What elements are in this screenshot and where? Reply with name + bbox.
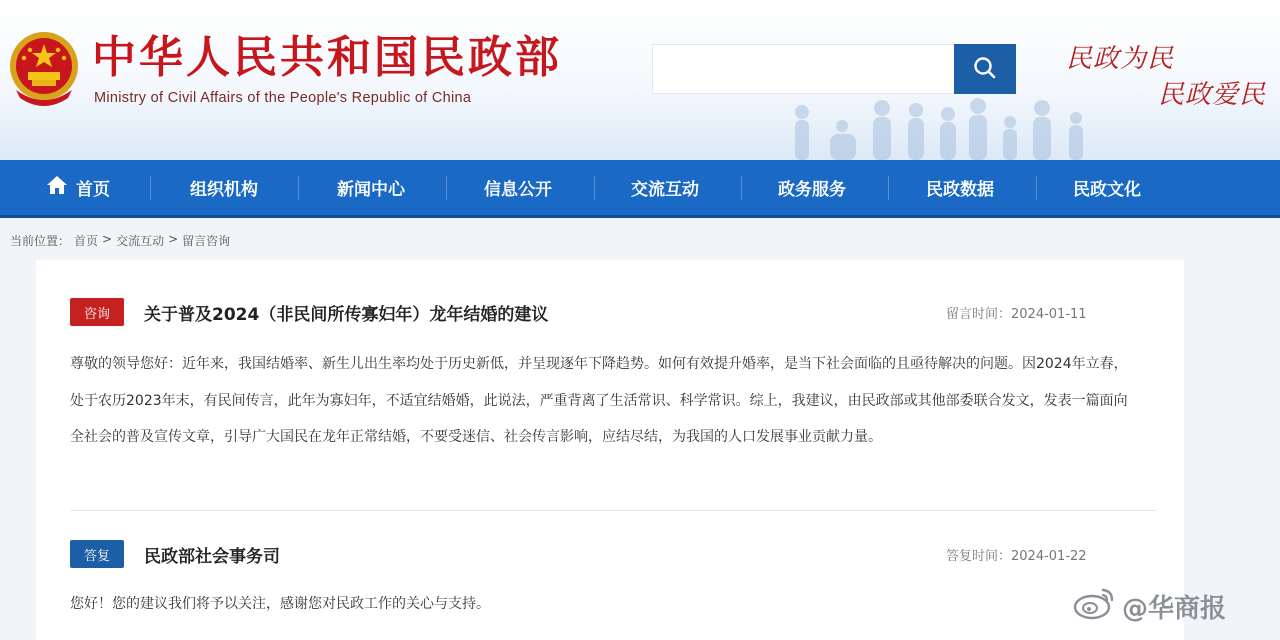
reply-title: 民政部社会事务司 [144, 547, 280, 567]
search-input[interactable] [652, 44, 954, 94]
reply-body: 您好！您的建议我们将予以关注，感谢您对民政工作的关心与支持。 [70, 596, 490, 612]
nav-item-home[interactable] [46, 160, 110, 215]
nav-item-label: 信息公开 [484, 180, 552, 200]
breadcrumb-link-interaction[interactable]: 交流互动 [116, 234, 165, 248]
watermark [1072, 586, 1226, 627]
site-title: 中华人民共和国民政部 [92, 32, 562, 83]
nav-divider [1036, 176, 1037, 200]
slogan-line-2: 民政爱民 [1158, 80, 1267, 110]
breadcrumb-link-home[interactable]: 首页 [74, 234, 99, 248]
breadcrumb-link-consultation[interactable]: 留言咨询 [182, 234, 231, 248]
nav-divider [298, 176, 299, 200]
crowd-silhouette-graphic [780, 96, 1120, 160]
breadcrumb-separator: > [168, 232, 179, 246]
nav-item-data[interactable] [926, 160, 994, 215]
nav-item-label: 政务服务 [778, 180, 846, 200]
site-header [0, 0, 1280, 160]
site-subtitle: Ministry of Civil Affairs of the People's Republic of China [94, 90, 472, 106]
nav-item-services[interactable] [778, 160, 846, 215]
slogan-line-1: 民政为民 [1066, 44, 1175, 74]
weibo-icon [1072, 586, 1116, 627]
nav-divider [150, 176, 151, 200]
breadcrumb [10, 232, 230, 249]
nav-item-organization[interactable] [190, 160, 258, 215]
nav-item-label: 新闻中心 [337, 180, 405, 200]
consult-badge: 咨询 [70, 298, 124, 326]
main-nav [0, 160, 1280, 218]
suggestion-date [946, 303, 1087, 322]
nav-divider [446, 176, 447, 200]
nav-item-culture[interactable] [1073, 160, 1141, 215]
nav-item-label: 交流互动 [631, 180, 699, 200]
nav-item-label: 民政文化 [1073, 180, 1141, 200]
search-button[interactable] [954, 44, 1016, 94]
nav-item-label: 组织机构 [190, 180, 258, 200]
national-emblem-icon[interactable] [8, 28, 80, 108]
suggestion-body: 尊敬的领导您好：近年来，我国结婚率、新生儿出生率均处于历史新低，并呈现逐年下降趋势。如何有效提升婚率，是当下社会面临的且亟待解决的问题。因2024年立春，处于农历2023年末，有民间传言，此年为寡妇年，不适宜结婚婚，此说法，严重背离了生活常识、科学常识。综上，我建议，由民政部或其他部委联合发文，发表一篇面向全社会的普及宣传文章，引导广大国民在龙年正常结婚，不要受迷信、社会传言影响，应结尽结，为我国的人口发展事业贡献力量。 [70, 356, 1128, 445]
suggestion-title: 关于普及2024（非民间所传寡妇年）龙年结婚的建议 [144, 305, 549, 325]
reply-date-value: 2024-01-22 [1011, 549, 1087, 564]
nav-divider [741, 176, 742, 200]
nav-item-interaction[interactable] [631, 160, 699, 215]
reply-date-label: 答复时间： [946, 549, 1012, 564]
nav-item-label: 首页 [76, 180, 110, 200]
nav-item-news[interactable] [337, 160, 405, 215]
reply-badge: 答复 [70, 540, 124, 568]
suggestion-date-label: 留言时间： [946, 307, 1012, 322]
breadcrumb-separator: > [102, 232, 113, 246]
nav-divider [888, 176, 889, 200]
watermark-text: @华商报 [1122, 594, 1227, 624]
section-divider [70, 510, 1156, 511]
reply-date [946, 545, 1087, 564]
breadcrumb-prefix: 当前位置： [10, 234, 71, 248]
nav-item-label: 民政数据 [926, 180, 994, 200]
message-panel [36, 260, 1184, 640]
home-icon [46, 175, 68, 200]
search-icon [972, 55, 998, 84]
nav-item-info-disclosure[interactable] [484, 160, 552, 215]
nav-divider [594, 176, 595, 200]
suggestion-date-value: 2024-01-11 [1011, 307, 1087, 322]
